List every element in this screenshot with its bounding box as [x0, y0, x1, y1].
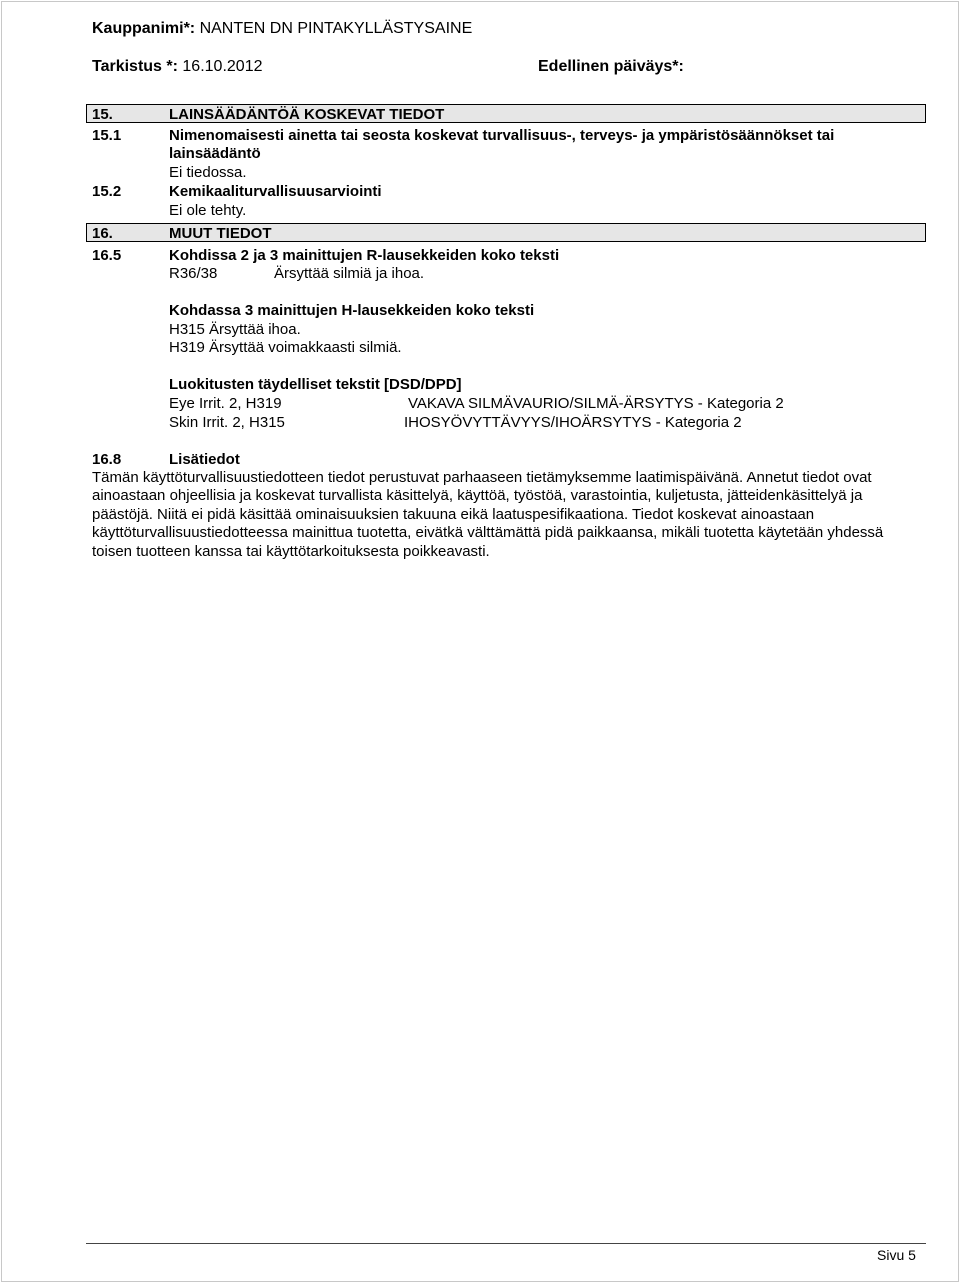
trade-name-line [92, 20, 472, 38]
subsection-15-1-number: 15.1 [92, 127, 122, 144]
r-phrase-code: R36/38 [169, 265, 218, 282]
footer-divider [86, 1243, 926, 1244]
trade-name-value: NANTEN DN PINTAKYLLÄSTYSAINE [199, 20, 473, 37]
classification-text: VAKAVA SILMÄVAURIO/SILMÄ-ÄRSYTYS - Kategoria 2 [408, 395, 784, 412]
subsection-15-2-number: 15.2 [92, 183, 122, 200]
revision-line [92, 58, 262, 76]
h-phrase-h315: H315 Ärsyttää ihoa. [169, 321, 301, 338]
subsection-15-1-title-line1: Nimenomaisesti ainetta tai seosta koskevat turvallisuus-, terveys- ja ympäristösäännökset tai [169, 127, 835, 144]
classification-text: IHOSYÖVYTTÄVYYS/IHOÄRSYTYS - Kategoria 2 [404, 414, 742, 431]
section-15-title: LAINSÄÄDÄNTÖÄ KOSKEVAT TIEDOT [169, 106, 445, 123]
subsection-16-5-number: 16.5 [92, 247, 122, 264]
additional-info-paragraph: Tämän käyttöturvallisuustiedotteen tiedot perustuvat parhaaseen tietämyksemme laatimispäivänä. Annetut tiedot ovat ainoastaan ohjeellisia ja koskevat turvallista käsittelyä, käyttöä, työstöä, varastointia, kuljetusta, jätteidenkäsittelyä ja päästöjä. Niitä ei pidä käsittää ominaisuuksien takuuna eikä laatuspesifikaationa. Tiedot koskevat ainoastaan käyttöturvallisuustiedotteessa mainittua tuotetta, eivätkä välttämättä pidä paikkaansa, mikäli tuotetta käytetään yhdessä toisen tuotteen kanssa tai käyttötarkoituksesta poikkeavasti. [92, 469, 884, 560]
section-16-title: MUUT TIEDOT [169, 225, 272, 242]
section-16-number: 16. [92, 225, 113, 242]
classification-code: Eye Irrit. 2, H319 [169, 395, 282, 412]
page-number: Sivu 5 [877, 1247, 916, 1263]
trade-name-label: Kauppanimi*: [92, 20, 196, 37]
previous-date-label: Edellinen päiväys*: [538, 58, 684, 75]
classification-code: Skin Irrit. 2, H315 [169, 414, 285, 431]
subsection-16-8-title: Lisätiedot [169, 451, 240, 468]
revision-value: 16.10.2012 [182, 58, 263, 75]
r-phrase-text: Ärsyttää silmiä ja ihoa. [274, 265, 425, 282]
subsection-16-5-title: Kohdissa 2 ja 3 mainittujen R-lausekkeiden koko teksti [169, 247, 560, 264]
subsection-15-2-text: Ei ole tehty. [169, 202, 247, 219]
subsection-15-1-title-line2: lainsäädäntö [169, 145, 261, 162]
h-phrases-title: Kohdassa 3 mainittujen H-lausekkeiden koko teksti [169, 302, 535, 319]
section-15-number: 15. [92, 106, 113, 123]
subsection-15-1-text: Ei tiedossa. [169, 164, 247, 181]
revision-label: Tarkistus *: [92, 58, 178, 75]
subsection-15-2-title: Kemikaaliturvallisuusarviointi [169, 183, 382, 200]
h-phrase-h319: H319 Ärsyttää voimakkaasti silmiä. [169, 339, 402, 356]
subsection-16-8-number: 16.8 [92, 451, 122, 468]
page-border [1, 1, 959, 1282]
classification-title: Luokitusten täydelliset tekstit [DSD/DPD] [169, 376, 462, 393]
